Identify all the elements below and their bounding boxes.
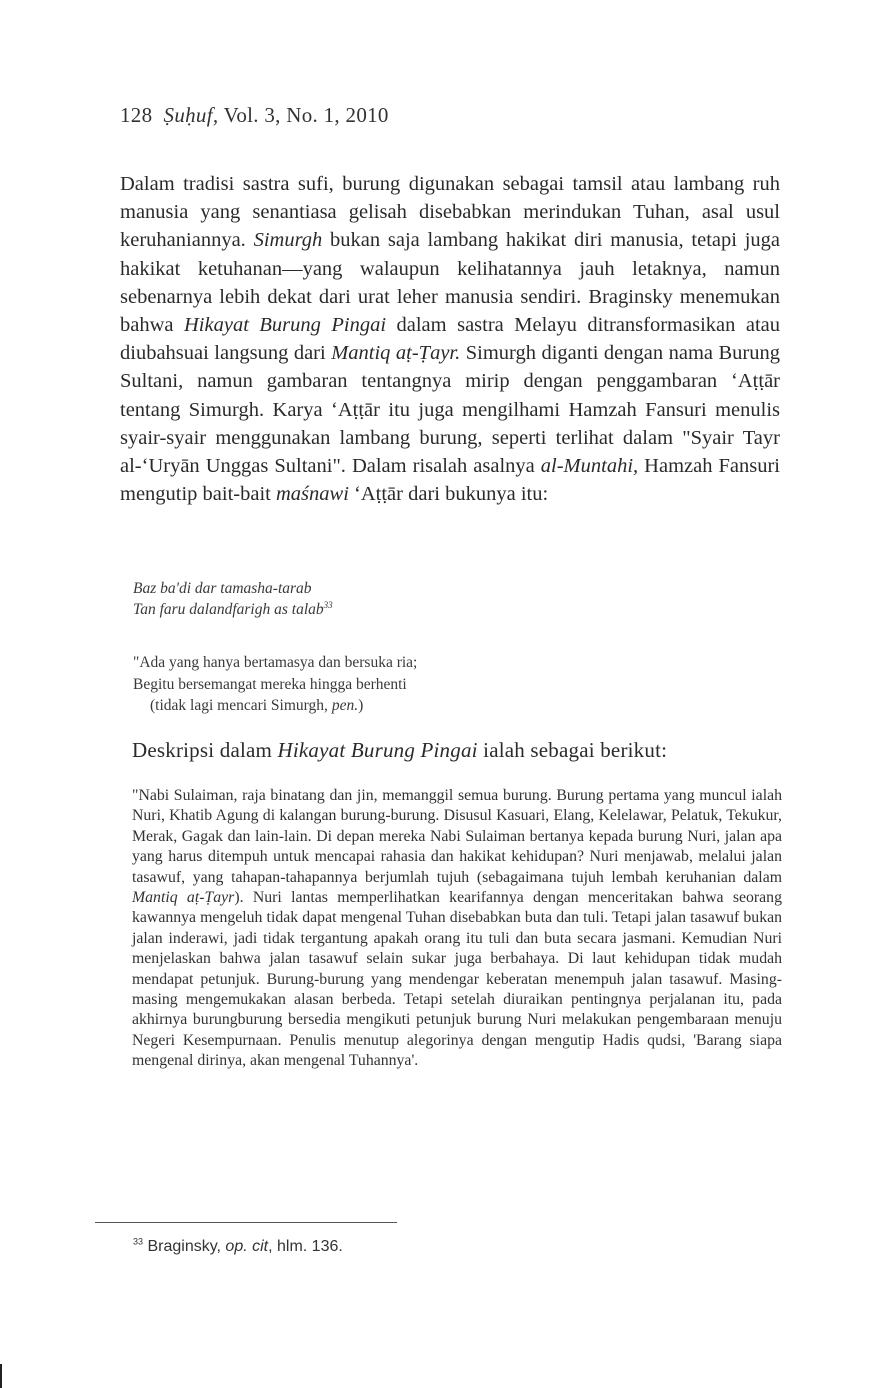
quote-title: Mantiq aṭ-Ṭayr (132, 889, 235, 907)
title-mantiq: Mantiq aṭ-Ṭayr. (331, 342, 461, 365)
term-masnawi: maśnawi (276, 483, 349, 506)
translation-line-1: "Ada yang hanya bertamasya dan bersuka ria; (133, 654, 418, 671)
para-text-2: bukan saja lambang hakikat diri manusia, tetapi juga hakikat ketuhanan—yang walaupun kelihatannya jauh letaknya, namun sebenarnya lebih dekat dari urat leher manusia sendiri. Braginsky menemukan bahwa (120, 229, 781, 337)
volume-info: Vol. 3, No. 1, 2010 (223, 103, 389, 127)
block-quote (132, 786, 782, 1072)
para-text-5: Hamzah Fansuri mengutip bait-bait (120, 455, 780, 506)
translation-line-2: Begitu bersemangat mereka hingga berhenti (133, 675, 407, 693)
verse-translation (133, 652, 417, 717)
footnote-divider (95, 1222, 397, 1223)
scan-edge-mark (0, 1364, 2, 1388)
title-hikayat: Hikayat Burung Pingai (184, 314, 387, 337)
subheading-title: Hikayat Burung Pingai (277, 738, 478, 762)
para-text-4: Simurgh diganti dengan nama Burung Sultani, namun gambaran tentangnya mirip dengan penggambaran ‘Aṭṭār tentang Simurgh. Karya ‘Aṭṭār itu juga mengilhami Hamzah Fansuri menulis syair-syair menggunakan lambang burung, seperti terlihat dalam "Syair Tayr al-‘Uryān Unggas Sultani". Dalam risalah asalnya (120, 342, 780, 478)
section-subheading: Deskripsi dalam Hikayat Burung Pingai ialah sebagai berikut: (132, 738, 668, 762)
running-header (120, 103, 389, 128)
footnote-ref: 33 (323, 599, 333, 610)
quote-text-1: "Nabi Sulaiman, raja binatang dan jin, memanggil semua burung. Burung pertama yang muncul ialah Nuri, Khatib Agung di kalangan burung-burung. Disusul Kasuari, Elang, Kelelawar, Pelatuk, Tekukur, Merak, Gagak dan lain-lain. Di depan mereka Nabi Sulaiman bertanya kepada burung Nuri, jalan apa yang harus ditempuh untuk mencapai rahasia dan hakikat kehidupan? Nuri menjawab, melalui jalan tasawuf, yang tahapan-tahapannya berjumlah tujuh (sebagaimana tujuh lembah keruhanian dalam (132, 787, 782, 886)
body-paragraph (120, 170, 780, 508)
translation-line-3: (tidak lagi mencari Simurgh, pen.) (150, 697, 364, 714)
page-number: 128 (120, 103, 153, 127)
verse-line-2: Tan faru dalandfarigh as talab$^{33}$ (133, 599, 333, 618)
para-text-1: Dalam tradisi sastra sufi, burung digunakan sebagai tamsil atau lambang ruh manusia yang senantiasa gelisah disebabkan merindukan Tuhan, asal usul keruhaniannya. (120, 173, 780, 252)
title-muntahi: al-Muntahi, (540, 455, 639, 478)
para-text-3: dalam sastra Melayu ditransformasikan atau diubahsuai langsung dari (120, 314, 780, 365)
journal-name: Ṣuḥuf, (163, 103, 219, 127)
verse-original (133, 578, 333, 620)
term-simurgh: Simurgh (253, 229, 323, 252)
para-text-6: ‘Aṭṭār dari bukunya itu: (348, 483, 549, 506)
verse-line-1: Baz ba'di dar tamasha-tarab (133, 580, 312, 597)
quote-text-2: ). Nuri lantas memperlihatkan kearifannya dengan menceritakan bahwa seorang kawannya mengeluh tidak dapat mengenal Tuhan disebabkan buta dan tuli. Tetapi jalan tasawuf bukan jalan inderawi, jadi tidak tergantung apakah orang itu tuli dan buta secara jasmani. Kemudian Nuri menjelaskan bahwa jalan tasawuf selain sukar juga berbahaya. Di laut kehidupan tidak mudah mendapat petunjuk. Burung-burung yang mendengar keberatan menempuh jalan tasawuf. Masing-masing mengemukakan alasan berbeda. Tetapi setelah diuraikan pentingnya perjalanan itu, pada akhirnya burungburung bersedia mengikuti petunjuk burung Nuri melakukan pengembaraan menuju Negeri Kesempurnaan. Penulis menutup alegorinya dengan mengutip Hadis qudsi, 'Barang siapa mengenal dirinya, akan mengenal Tuhannya'. (132, 889, 782, 1070)
footnote: $^{33}$ Braginsky, op. cit, hlm. 136. (133, 1236, 343, 1255)
footnote-number: 33 (133, 1236, 144, 1247)
